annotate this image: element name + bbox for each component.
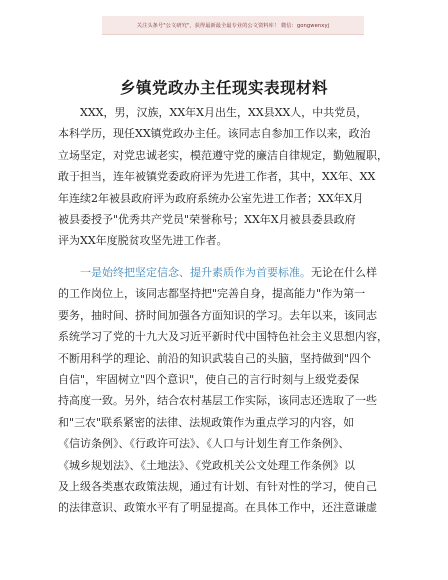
paragraph-intro (58, 102, 396, 252)
paragraph-line: 要务，抽时间、挤时间加强各方面知识的学习。去年以来，该同志 (58, 308, 377, 322)
paragraph-line: 评为XX年度脱贫攻坚先进工作者。 (58, 234, 228, 248)
document-title: 乡镇党政办主任现实表现材料 (119, 79, 328, 97)
paragraph-line: 持高度一致。另外，结合农村基层工作实际，该同志还选取了一些 (58, 394, 377, 408)
paragraph-line: 不断用科学的理论、前沿的知识武装自己的头脑，坚持做到"四个 (58, 351, 372, 365)
banner-text: 关注头条号"公文研究"，获得最新最全最专业的公文资料库！ 微信：gongwenxyj (136, 22, 330, 29)
paragraph-line: 《城乡规划法》、《土地法》、《党政机关公文处理工作条例》以 (58, 458, 355, 472)
paragraph-section-one (58, 262, 396, 519)
paragraph-line: 《信访条例》、《行政许可法》、《人口与计划生育工作条例》、 (58, 437, 350, 451)
paragraph-line: 系统学习了党的十九大及习近平新时代中国特色社会主义思想内容， (58, 330, 388, 344)
paragraph-line: 年连续2年被县政府评为政府系统办公室先进工作者；XX年X月 (58, 191, 364, 205)
paragraph-line: 本科学历，现任XX镇党政办主任。该同志自参加工作以来，政治 (58, 127, 371, 141)
section-heading: 一是始终把坚定信念、提升素质作为首要标准。 (80, 266, 311, 279)
paragraph-line-rest: 无论在什么样 (311, 266, 377, 279)
paragraph-line: 自信"，牢固树立"四个意识"，使自己的言行时刻与上级党委保 (58, 372, 360, 386)
paragraph-line: 的工作岗位上，该同志都坚持把"完善自身，提高能力"作为第一 (58, 287, 366, 301)
paragraph-line: 被县委授予"优秀共产党员"荣誉称号；XX年X月被县委县政府 (58, 212, 356, 226)
paragraph-line: 的法律意识、政策水平有了明显提高。在具体工作中，还注意谦虚 (58, 501, 377, 515)
paragraph-first-line (58, 262, 396, 283)
paragraph-line: 敢于担当，连年被镇党委政府评为先进工作者，其中，XX年、XX (58, 170, 376, 184)
paragraph-line: XXX，男，汉族，XX年X月出生，XX县XX人，中共党员， (80, 106, 368, 119)
paragraph-line: 和"三农"联系紧密的法律、法规政策作为重点学习的内容，如 (58, 415, 355, 429)
paragraph-line: 立场坚定，对党忠诚老实，模范遵守党的廉洁自律规定，勤勉履职， (58, 148, 388, 162)
header-banner (102, 16, 364, 35)
paragraph-line: 及上级各类惠农政策法规，通过有计划、有针对性的学习，使自己 (58, 479, 377, 493)
